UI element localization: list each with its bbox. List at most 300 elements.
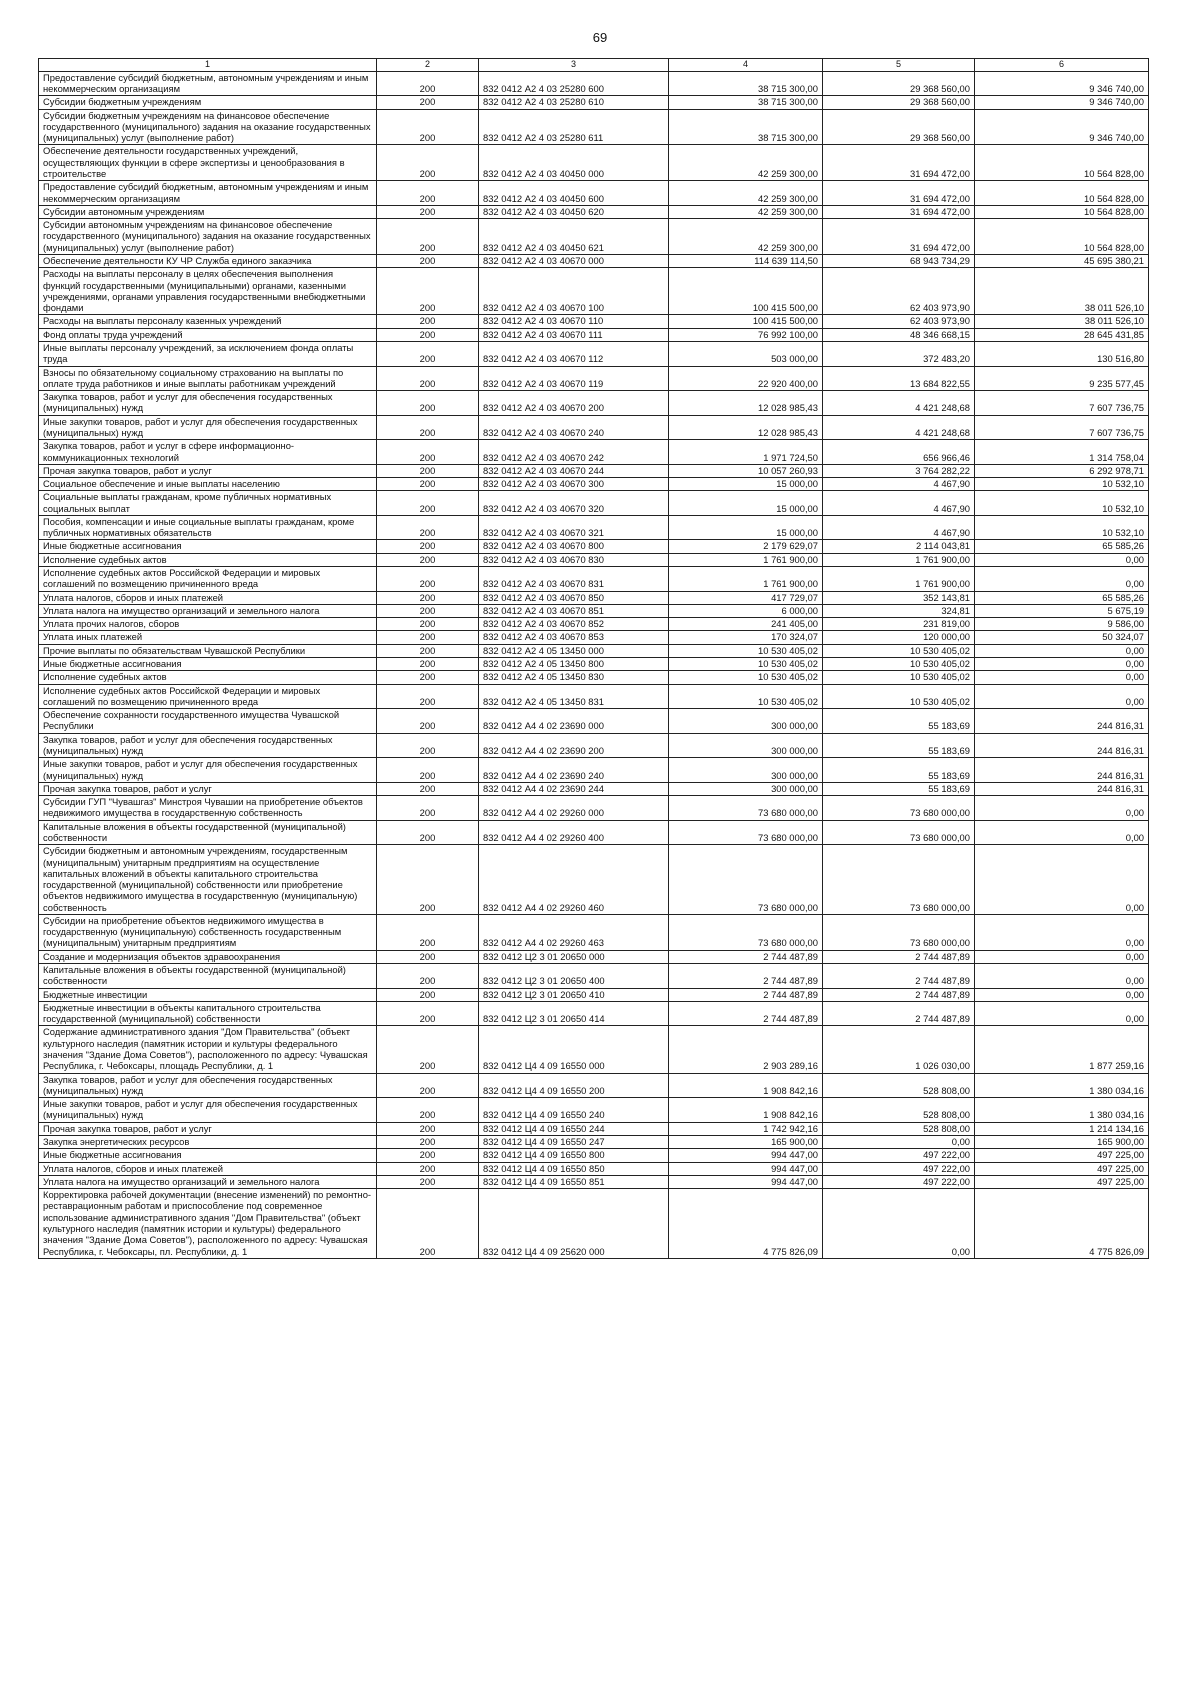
- row-budget-classification-code: 832 0412 Ц4 4 09 16550 851: [479, 1175, 669, 1188]
- row-admin-code: 200: [377, 820, 479, 845]
- row-unexecuted-amount: 244 816,31: [975, 733, 1149, 758]
- row-admin-code: 200: [377, 491, 479, 516]
- row-description: Предоставление субсидий бюджетным, автономным учреждениям и иным некоммерческим организациям: [39, 71, 377, 96]
- row-executed-amount: 4 467,90: [823, 491, 975, 516]
- row-executed-amount: 31 694 472,00: [823, 205, 975, 218]
- row-budget-classification-code: 832 0412 Ц4 4 09 25620 000: [479, 1189, 669, 1259]
- row-approved-amount: 170 324,07: [669, 631, 823, 644]
- row-admin-code: 200: [377, 671, 479, 684]
- row-description: Иные закупки товаров, работ и услуг для обеспечения государственных (муниципальных) нужд: [39, 415, 377, 440]
- row-description: Субсидии автономным учреждениям на финансовое обеспечение государственного (муниципального) задания на оказание государственных (муниципальных) услуг (выполнение работ): [39, 219, 377, 255]
- row-approved-amount: 1 971 724,50: [669, 440, 823, 465]
- table-row: [39, 415, 1149, 440]
- row-description: Закупка товаров, работ и услуг для обеспечения государственных (муниципальных) нужд: [39, 391, 377, 416]
- row-description: Уплата налога на имущество организаций и земельного налога: [39, 604, 377, 617]
- table-row: [39, 914, 1149, 950]
- row-approved-amount: 42 259 300,00: [669, 219, 823, 255]
- table-row: [39, 604, 1149, 617]
- row-approved-amount: 15 000,00: [669, 478, 823, 491]
- row-executed-amount: 4 421 248,68: [823, 415, 975, 440]
- row-approved-amount: 994 447,00: [669, 1149, 823, 1162]
- table-row: [39, 491, 1149, 516]
- row-budget-classification-code: 832 0412 Ц4 4 09 16550 800: [479, 1149, 669, 1162]
- row-unexecuted-amount: 0,00: [975, 914, 1149, 950]
- row-approved-amount: 15 000,00: [669, 491, 823, 516]
- row-description: Субсидии автономным учреждениям: [39, 205, 377, 218]
- row-unexecuted-amount: 38 011 526,10: [975, 315, 1149, 328]
- row-budget-classification-code: 832 0412 А2 4 03 40670 800: [479, 540, 669, 553]
- table-row: [39, 109, 1149, 145]
- row-unexecuted-amount: 10 532,10: [975, 515, 1149, 540]
- row-unexecuted-amount: 65 585,26: [975, 540, 1149, 553]
- row-description: Уплата налогов, сборов и иных платежей: [39, 591, 377, 604]
- row-description: Субсидии бюджетным учреждениям: [39, 96, 377, 109]
- row-approved-amount: 10 530 405,02: [669, 644, 823, 657]
- row-approved-amount: 417 729,07: [669, 591, 823, 604]
- row-unexecuted-amount: 0,00: [975, 671, 1149, 684]
- row-description: Фонд оплаты труда учреждений: [39, 328, 377, 341]
- row-approved-amount: 1 908 842,16: [669, 1073, 823, 1098]
- row-unexecuted-amount: 7 607 736,75: [975, 391, 1149, 416]
- row-description: Иные бюджетные ассигнования: [39, 540, 377, 553]
- row-description: Субсидии ГУП "Чувашгаз" Минстроя Чувашии на приобретение объектов недвижимого имущества в государственную собственность: [39, 796, 377, 821]
- row-executed-amount: 4 467,90: [823, 478, 975, 491]
- row-budget-classification-code: 832 0412 Ц4 4 09 16550 240: [479, 1098, 669, 1123]
- row-executed-amount: 1 761 900,00: [823, 567, 975, 592]
- row-budget-classification-code: 832 0412 А4 4 02 29260 460: [479, 845, 669, 915]
- row-admin-code: 200: [377, 1026, 479, 1073]
- row-budget-classification-code: 832 0412 А2 4 03 40670 100: [479, 268, 669, 315]
- row-unexecuted-amount: 0,00: [975, 553, 1149, 566]
- table-row: [39, 328, 1149, 341]
- row-admin-code: 200: [377, 658, 479, 671]
- row-approved-amount: 73 680 000,00: [669, 796, 823, 821]
- row-budget-classification-code: 832 0412 А2 4 03 40670 852: [479, 618, 669, 631]
- row-budget-classification-code: 832 0412 А4 4 02 23690 244: [479, 782, 669, 795]
- row-admin-code: 200: [377, 540, 479, 553]
- row-executed-amount: 528 808,00: [823, 1122, 975, 1135]
- row-executed-amount: 2 744 487,89: [823, 950, 975, 963]
- row-executed-amount: 55 183,69: [823, 782, 975, 795]
- row-executed-amount: 62 403 973,90: [823, 268, 975, 315]
- row-unexecuted-amount: 0,00: [975, 950, 1149, 963]
- row-budget-classification-code: 832 0412 А4 4 02 23690 240: [479, 758, 669, 783]
- row-description: Расходы на выплаты персоналу казенных учреждений: [39, 315, 377, 328]
- row-admin-code: 200: [377, 464, 479, 477]
- row-approved-amount: 2 744 487,89: [669, 988, 823, 1001]
- row-description: Обеспечение деятельности КУ ЧР Служба единого заказчика: [39, 255, 377, 268]
- row-budget-classification-code: 832 0412 Ц4 4 09 16550 850: [479, 1162, 669, 1175]
- row-admin-code: 200: [377, 71, 479, 96]
- row-executed-amount: 2 114 043,81: [823, 540, 975, 553]
- row-budget-classification-code: 832 0412 А4 4 02 29260 000: [479, 796, 669, 821]
- row-admin-code: 200: [377, 644, 479, 657]
- row-description: Капитальные вложения в объекты государственной (муниципальной) собственности: [39, 820, 377, 845]
- row-description: Содержание административного здания "Дом Правительства" (объект культурного наследия (памятник истории и культуры федерального значения "Здание Дома Советов"), расположенного по адресу: Чувашская Республика, г. Чебоксары, площадь Республики, д. 1: [39, 1026, 377, 1073]
- table-row: [39, 1122, 1149, 1135]
- row-description: Иные выплаты персоналу учреждений, за исключением фонда оплаты труда: [39, 341, 377, 366]
- row-description: Взносы по обязательному социальному страхованию на выплаты по оплате труда работников и иные выплаты работникам учреждений: [39, 366, 377, 391]
- row-description: Капитальные вложения в объекты государственной (муниципальной) собственности: [39, 964, 377, 989]
- row-admin-code: 200: [377, 315, 479, 328]
- table-row: [39, 820, 1149, 845]
- row-approved-amount: 10 057 260,93: [669, 464, 823, 477]
- row-budget-classification-code: 832 0412 А2 4 05 13450 000: [479, 644, 669, 657]
- table-row: [39, 1175, 1149, 1188]
- row-description: Бюджетные инвестиции в объекты капитального строительства государственной (муниципальной) собственности: [39, 1001, 377, 1026]
- table-row: [39, 671, 1149, 684]
- column-number: 5: [823, 59, 975, 72]
- row-description: Расходы на выплаты персоналу в целях обеспечения выполнения функций государственными (муниципальными) органами, казенными учреждениями, органами управления государственными внебюджетными фондами: [39, 268, 377, 315]
- column-number: 2: [377, 59, 479, 72]
- row-executed-amount: 4 467,90: [823, 515, 975, 540]
- row-unexecuted-amount: 1 380 034,16: [975, 1073, 1149, 1098]
- row-budget-classification-code: 832 0412 А2 4 03 40670 240: [479, 415, 669, 440]
- row-description: Уплата налогов, сборов и иных платежей: [39, 1162, 377, 1175]
- table-row: [39, 988, 1149, 1001]
- column-number: 3: [479, 59, 669, 72]
- row-description: Уплата налога на имущество организаций и земельного налога: [39, 1175, 377, 1188]
- row-approved-amount: 73 680 000,00: [669, 914, 823, 950]
- row-budget-classification-code: 832 0412 А2 4 03 40670 200: [479, 391, 669, 416]
- row-admin-code: 200: [377, 758, 479, 783]
- row-description: Закупка энергетических ресурсов: [39, 1135, 377, 1148]
- row-approved-amount: 300 000,00: [669, 733, 823, 758]
- row-description: Пособия, компенсации и иные социальные выплаты гражданам, кроме публичных нормативных обязательств: [39, 515, 377, 540]
- table-row: [39, 96, 1149, 109]
- row-budget-classification-code: 832 0412 А2 4 03 25280 600: [479, 71, 669, 96]
- row-unexecuted-amount: 0,00: [975, 796, 1149, 821]
- row-budget-classification-code: 832 0412 Ц4 4 09 16550 244: [479, 1122, 669, 1135]
- row-approved-amount: 73 680 000,00: [669, 820, 823, 845]
- row-unexecuted-amount: 244 816,31: [975, 782, 1149, 795]
- table-row: [39, 145, 1149, 181]
- row-executed-amount: 55 183,69: [823, 733, 975, 758]
- row-admin-code: 200: [377, 96, 479, 109]
- row-budget-classification-code: 832 0412 А2 4 03 40450 600: [479, 181, 669, 206]
- table-row: [39, 709, 1149, 734]
- row-executed-amount: 1 761 900,00: [823, 553, 975, 566]
- row-description: Иные закупки товаров, работ и услуг для обеспечения государственных (муниципальных) нужд: [39, 758, 377, 783]
- row-executed-amount: 29 368 560,00: [823, 109, 975, 145]
- row-executed-amount: 10 530 405,02: [823, 644, 975, 657]
- row-executed-amount: 29 368 560,00: [823, 71, 975, 96]
- row-executed-amount: 231 819,00: [823, 618, 975, 631]
- table-row: [39, 268, 1149, 315]
- row-unexecuted-amount: 6 292 978,71: [975, 464, 1149, 477]
- row-executed-amount: 324,81: [823, 604, 975, 617]
- row-executed-amount: 2 744 487,89: [823, 964, 975, 989]
- row-budget-classification-code: 832 0412 А2 4 03 40450 620: [479, 205, 669, 218]
- row-unexecuted-amount: 0,00: [975, 644, 1149, 657]
- row-admin-code: 200: [377, 1189, 479, 1259]
- row-approved-amount: 4 775 826,09: [669, 1189, 823, 1259]
- row-admin-code: 200: [377, 366, 479, 391]
- row-budget-classification-code: 832 0412 А2 4 03 40670 850: [479, 591, 669, 604]
- table-row: [39, 1098, 1149, 1123]
- row-unexecuted-amount: 0,00: [975, 845, 1149, 915]
- table-row: [39, 341, 1149, 366]
- row-approved-amount: 300 000,00: [669, 782, 823, 795]
- table-row: [39, 758, 1149, 783]
- row-budget-classification-code: 832 0412 А2 4 03 40670 112: [479, 341, 669, 366]
- row-approved-amount: 165 900,00: [669, 1135, 823, 1148]
- row-executed-amount: 656 966,46: [823, 440, 975, 465]
- row-unexecuted-amount: 0,00: [975, 658, 1149, 671]
- row-budget-classification-code: 832 0412 А2 4 03 40450 000: [479, 145, 669, 181]
- row-admin-code: 200: [377, 109, 479, 145]
- row-budget-classification-code: 832 0412 А2 4 03 40670 830: [479, 553, 669, 566]
- row-budget-classification-code: 832 0412 А2 4 03 40670 321: [479, 515, 669, 540]
- row-admin-code: 200: [377, 553, 479, 566]
- row-approved-amount: 6 000,00: [669, 604, 823, 617]
- row-approved-amount: 1 742 942,16: [669, 1122, 823, 1135]
- row-budget-classification-code: 832 0412 А2 4 03 40670 853: [479, 631, 669, 644]
- row-unexecuted-amount: 0,00: [975, 1001, 1149, 1026]
- table-row: [39, 71, 1149, 96]
- table-row: [39, 845, 1149, 915]
- table-row: [39, 553, 1149, 566]
- table-row: [39, 1135, 1149, 1148]
- row-unexecuted-amount: 50 324,07: [975, 631, 1149, 644]
- table-row: [39, 1001, 1149, 1026]
- column-number: 6: [975, 59, 1149, 72]
- row-unexecuted-amount: 0,00: [975, 567, 1149, 592]
- row-approved-amount: 10 530 405,02: [669, 684, 823, 709]
- row-description: Иные бюджетные ассигнования: [39, 658, 377, 671]
- row-approved-amount: 241 405,00: [669, 618, 823, 631]
- table-row: [39, 1189, 1149, 1259]
- table-row: [39, 618, 1149, 631]
- column-number-row: [39, 59, 1149, 72]
- row-approved-amount: 994 447,00: [669, 1175, 823, 1188]
- row-description: Иные закупки товаров, работ и услуг для обеспечения государственных (муниципальных) нужд: [39, 1098, 377, 1123]
- table-row: [39, 684, 1149, 709]
- table-row: [39, 478, 1149, 491]
- table-row: [39, 1149, 1149, 1162]
- table-row: [39, 796, 1149, 821]
- row-unexecuted-amount: 9 586,00: [975, 618, 1149, 631]
- row-unexecuted-amount: 244 816,31: [975, 758, 1149, 783]
- row-admin-code: 200: [377, 440, 479, 465]
- budget-execution-table: [38, 58, 1149, 1259]
- row-unexecuted-amount: 38 011 526,10: [975, 268, 1149, 315]
- row-unexecuted-amount: 497 225,00: [975, 1149, 1149, 1162]
- table-row: [39, 567, 1149, 592]
- table-row: [39, 782, 1149, 795]
- row-executed-amount: 73 680 000,00: [823, 914, 975, 950]
- table-row: [39, 644, 1149, 657]
- row-description: Уплата иных платежей: [39, 631, 377, 644]
- row-admin-code: 200: [377, 1175, 479, 1188]
- table-row: [39, 366, 1149, 391]
- row-executed-amount: 528 808,00: [823, 1098, 975, 1123]
- row-approved-amount: 22 920 400,00: [669, 366, 823, 391]
- row-executed-amount: 372 483,20: [823, 341, 975, 366]
- row-approved-amount: 38 715 300,00: [669, 71, 823, 96]
- row-budget-classification-code: 832 0412 Ц2 3 01 20650 000: [479, 950, 669, 963]
- row-description: Прочая закупка товаров, работ и услуг: [39, 464, 377, 477]
- row-executed-amount: 62 403 973,90: [823, 315, 975, 328]
- row-admin-code: 200: [377, 1098, 479, 1123]
- row-approved-amount: 2 179 629,07: [669, 540, 823, 553]
- row-approved-amount: 300 000,00: [669, 709, 823, 734]
- row-budget-classification-code: 832 0412 А2 4 03 25280 611: [479, 109, 669, 145]
- row-unexecuted-amount: 10 564 828,00: [975, 145, 1149, 181]
- row-admin-code: 200: [377, 1001, 479, 1026]
- row-approved-amount: 2 744 487,89: [669, 950, 823, 963]
- row-admin-code: 200: [377, 631, 479, 644]
- row-admin-code: 200: [377, 515, 479, 540]
- row-admin-code: 200: [377, 415, 479, 440]
- row-unexecuted-amount: 1 214 134,16: [975, 1122, 1149, 1135]
- row-description: Прочие выплаты по обязательствам Чувашской Республики: [39, 644, 377, 657]
- row-budget-classification-code: 832 0412 А4 4 02 29260 463: [479, 914, 669, 950]
- table-row: [39, 219, 1149, 255]
- row-budget-classification-code: 832 0412 А2 4 05 13450 831: [479, 684, 669, 709]
- row-executed-amount: 31 694 472,00: [823, 181, 975, 206]
- row-executed-amount: 73 680 000,00: [823, 796, 975, 821]
- row-unexecuted-amount: 0,00: [975, 988, 1149, 1001]
- row-executed-amount: 3 764 282,22: [823, 464, 975, 477]
- row-executed-amount: 13 684 822,55: [823, 366, 975, 391]
- row-description: Создание и модернизация объектов здравоохранения: [39, 950, 377, 963]
- row-admin-code: 200: [377, 181, 479, 206]
- row-unexecuted-amount: 4 775 826,09: [975, 1189, 1149, 1259]
- row-executed-amount: 497 222,00: [823, 1162, 975, 1175]
- row-budget-classification-code: 832 0412 Ц4 4 09 16550 200: [479, 1073, 669, 1098]
- table-row: [39, 391, 1149, 416]
- row-budget-classification-code: 832 0412 А2 4 03 40670 242: [479, 440, 669, 465]
- row-approved-amount: 42 259 300,00: [669, 145, 823, 181]
- row-description: Исполнение судебных актов: [39, 671, 377, 684]
- row-admin-code: 200: [377, 709, 479, 734]
- row-budget-classification-code: 832 0412 А2 4 05 13450 830: [479, 671, 669, 684]
- row-admin-code: 200: [377, 604, 479, 617]
- row-executed-amount: 48 346 668,15: [823, 328, 975, 341]
- row-description: Субсидии бюджетным учреждениям на финансовое обеспечение государственного (муниципального) задания на оказание государственных (муниципальных) услуг (выполнение работ): [39, 109, 377, 145]
- row-approved-amount: 994 447,00: [669, 1162, 823, 1175]
- row-unexecuted-amount: 497 225,00: [975, 1162, 1149, 1175]
- row-admin-code: 200: [377, 796, 479, 821]
- row-budget-classification-code: 832 0412 А4 4 02 23690 200: [479, 733, 669, 758]
- row-admin-code: 200: [377, 268, 479, 315]
- table-row: [39, 515, 1149, 540]
- row-admin-code: 200: [377, 391, 479, 416]
- row-approved-amount: 73 680 000,00: [669, 845, 823, 915]
- row-budget-classification-code: 832 0412 Ц2 3 01 20650 410: [479, 988, 669, 1001]
- row-executed-amount: 10 530 405,02: [823, 671, 975, 684]
- row-approved-amount: 42 259 300,00: [669, 181, 823, 206]
- row-budget-classification-code: 832 0412 А2 4 03 40670 000: [479, 255, 669, 268]
- row-unexecuted-amount: 1 380 034,16: [975, 1098, 1149, 1123]
- row-unexecuted-amount: 10 564 828,00: [975, 181, 1149, 206]
- table-row: [39, 255, 1149, 268]
- row-budget-classification-code: 832 0412 А2 4 03 40450 621: [479, 219, 669, 255]
- row-unexecuted-amount: 0,00: [975, 820, 1149, 845]
- row-description: Обеспечение деятельности государственных учреждений, осуществляющих функции в сфере экспертизы и ценообразования в строительстве: [39, 145, 377, 181]
- row-admin-code: 200: [377, 1149, 479, 1162]
- table-row: [39, 733, 1149, 758]
- row-description: Прочая закупка товаров, работ и услуг: [39, 782, 377, 795]
- table-row: [39, 1073, 1149, 1098]
- row-unexecuted-amount: 1 314 758,04: [975, 440, 1149, 465]
- row-admin-code: 200: [377, 1122, 479, 1135]
- row-description: Прочая закупка товаров, работ и услуг: [39, 1122, 377, 1135]
- row-budget-classification-code: 832 0412 А2 4 03 40670 300: [479, 478, 669, 491]
- row-approved-amount: 10 530 405,02: [669, 671, 823, 684]
- row-admin-code: 200: [377, 567, 479, 592]
- row-unexecuted-amount: 1 877 259,16: [975, 1026, 1149, 1073]
- row-executed-amount: 497 222,00: [823, 1175, 975, 1188]
- row-unexecuted-amount: 45 695 380,21: [975, 255, 1149, 268]
- row-approved-amount: 503 000,00: [669, 341, 823, 366]
- row-description: Исполнение судебных актов Российской Федерации и мировых соглашений по возмещению причиненного вреда: [39, 567, 377, 592]
- row-admin-code: 200: [377, 964, 479, 989]
- table-row: [39, 631, 1149, 644]
- row-approved-amount: 38 715 300,00: [669, 96, 823, 109]
- row-description: Исполнение судебных актов Российской Федерации и мировых соглашений по возмещению причиненного вреда: [39, 684, 377, 709]
- row-approved-amount: 2 744 487,89: [669, 1001, 823, 1026]
- row-approved-amount: 2 903 289,16: [669, 1026, 823, 1073]
- row-executed-amount: 2 744 487,89: [823, 988, 975, 1001]
- row-unexecuted-amount: 9 346 740,00: [975, 96, 1149, 109]
- row-approved-amount: 42 259 300,00: [669, 205, 823, 218]
- row-admin-code: 200: [377, 255, 479, 268]
- row-approved-amount: 100 415 500,00: [669, 315, 823, 328]
- row-description: Закупка товаров, работ и услуг в сфере информационно-коммуникационных технологий: [39, 440, 377, 465]
- row-approved-amount: 1 908 842,16: [669, 1098, 823, 1123]
- table-row: [39, 591, 1149, 604]
- row-description: Субсидии на приобретение объектов недвижимого имущества в государственную (муниципальную) собственность государственным (муниципальным) унитарным предприятиям: [39, 914, 377, 950]
- row-unexecuted-amount: 165 900,00: [975, 1135, 1149, 1148]
- row-budget-classification-code: 832 0412 А2 4 03 40670 320: [479, 491, 669, 516]
- row-executed-amount: 2 744 487,89: [823, 1001, 975, 1026]
- row-description: Иные бюджетные ассигнования: [39, 1149, 377, 1162]
- row-budget-classification-code: 832 0412 А2 4 03 40670 244: [479, 464, 669, 477]
- row-admin-code: 200: [377, 684, 479, 709]
- row-approved-amount: 15 000,00: [669, 515, 823, 540]
- table-row: [39, 964, 1149, 989]
- row-budget-classification-code: 832 0412 Ц4 4 09 16550 247: [479, 1135, 669, 1148]
- row-executed-amount: 55 183,69: [823, 709, 975, 734]
- table-row: [39, 658, 1149, 671]
- row-executed-amount: 55 183,69: [823, 758, 975, 783]
- row-description: Бюджетные инвестиции: [39, 988, 377, 1001]
- row-executed-amount: 352 143,81: [823, 591, 975, 604]
- row-budget-classification-code: 832 0412 А4 4 02 29260 400: [479, 820, 669, 845]
- table-row: [39, 440, 1149, 465]
- table-body: [39, 71, 1149, 1258]
- row-executed-amount: 0,00: [823, 1135, 975, 1148]
- page-number: 69: [592, 30, 608, 45]
- row-executed-amount: 73 680 000,00: [823, 820, 975, 845]
- row-description: Социальные выплаты гражданам, кроме публичных нормативных социальных выплат: [39, 491, 377, 516]
- row-executed-amount: 68 943 734,29: [823, 255, 975, 268]
- row-description: Социальное обеспечение и иные выплаты населению: [39, 478, 377, 491]
- row-approved-amount: 38 715 300,00: [669, 109, 823, 145]
- row-admin-code: 200: [377, 1135, 479, 1148]
- row-admin-code: 200: [377, 988, 479, 1001]
- row-executed-amount: 73 680 000,00: [823, 845, 975, 915]
- row-unexecuted-amount: 10 532,10: [975, 478, 1149, 491]
- row-admin-code: 200: [377, 591, 479, 604]
- row-admin-code: 200: [377, 328, 479, 341]
- row-budget-classification-code: 832 0412 А4 4 02 23690 000: [479, 709, 669, 734]
- table-row: [39, 1162, 1149, 1175]
- row-budget-classification-code: 832 0412 А2 4 03 40670 111: [479, 328, 669, 341]
- row-approved-amount: 76 992 100,00: [669, 328, 823, 341]
